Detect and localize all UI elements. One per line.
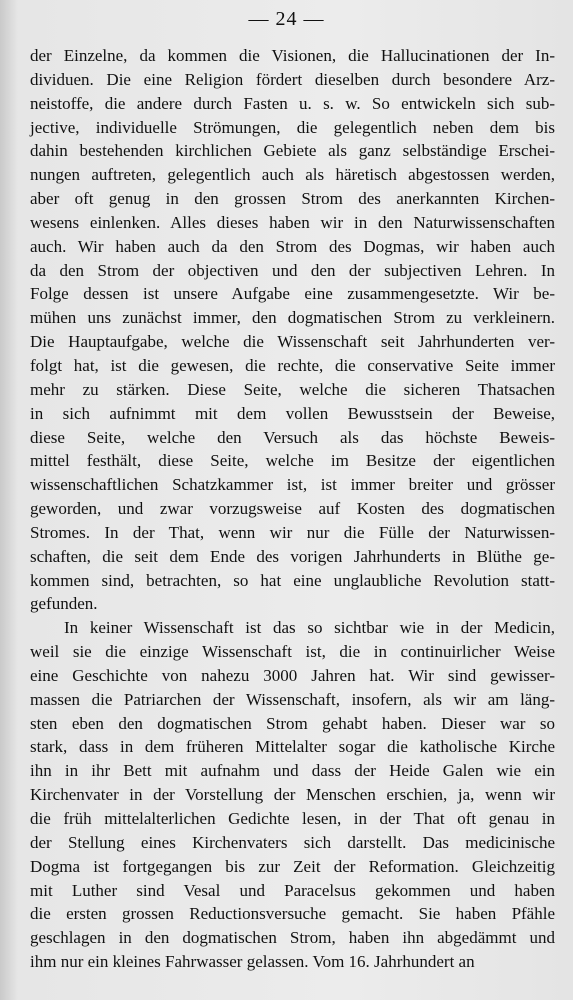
text-line: in sich aufnimmt mit dem vollen Bewusstsein der Beweise, <box>30 403 555 423</box>
text-line: da den Strom der objectiven und den der subjectiven Lehren. In <box>30 260 555 280</box>
text-line: In keiner Wissenschaft ist das so sichtbar wie in der Medicin, <box>64 618 555 638</box>
text-line: Stromes. In der That, wenn wir nur die Fülle der Naturwissen- <box>30 522 555 542</box>
text-line: Folge dessen ist unsere Aufgabe eine zusammengesetzte. Wir be- <box>30 284 555 304</box>
text-line: schaften, die seit dem Ende des vorigen Jahrhunderts in Blüthe ge- <box>30 546 555 566</box>
text-line: ihm nur ein kleines Fahrwasser gelassen. Vom 16. Jahrhundert an <box>30 952 475 972</box>
text-line: mühen uns zunächst immer, den dogmatischen Strom zu verkleinern. <box>30 308 555 328</box>
text-line: ihn in ihr Bett mit aufnahm und dass der Heide Galen wie ein <box>30 761 555 781</box>
paragraph-1 <box>30 44 555 616</box>
text-line: sten eben den dogmatischen Strom gehabt haben. Dieser war so <box>30 713 555 733</box>
text-line: stark, dass in dem früheren Mittelalter sogar die katholische Kirche <box>30 737 555 757</box>
text-line: Dogma ist fortgegangen bis zur Zeit der Reformation. Gleichzeitig <box>30 856 555 876</box>
text-line: die früh mittelalterlichen Gedichte lesen, in der That oft genau in <box>30 809 555 828</box>
text-line: auch. Wir haben auch da den Strom des Dogmas, wir haben auch <box>30 236 555 256</box>
text-line: mehr zu stärken. Diese Seite, welche die sicheren Thatsachen <box>30 379 555 399</box>
text-line: geschlagen in den dogmatischen Strom, haben ihn abgedämmt und <box>30 928 555 948</box>
paragraph-2 <box>30 616 555 974</box>
text-line: jective, individuelle Strömungen, die gelegentlich neben dem bis <box>30 117 555 137</box>
text-line: weil sie die einzige Wissenschaft ist, die in continuirlicher Weise <box>30 642 555 662</box>
text-line: neistoffe, die andere durch Fasten u. s. w. So entwickeln sich sub- <box>30 93 555 113</box>
text-line: mittel festhält, diese Seite, welche im Besitze der eigentlichen <box>30 451 555 471</box>
text-line: der Einzelne, da kommen die Visionen, die Hallucinationen der In- <box>30 46 555 65</box>
text-line: Die Hauptaufgabe, welche die Wissenschaft seit Jahrhunderten ver- <box>30 332 555 352</box>
text-line: folgt hat, ist die gewesen, die rechte, die conservative Seite immer <box>30 355 555 375</box>
text-line: eine Geschichte von nahezu 3000 Jahren hat. Wir sind gewisser- <box>30 665 555 685</box>
text-line: der Stellung eines Kirchenvaters sich darstellt. Das medicinische <box>30 832 555 852</box>
page-number: — 24 — <box>248 8 325 30</box>
text-line: aber oft genug in den grossen Strom des anerkannten Kirchen- <box>30 189 555 209</box>
text-line: wissenschaftlichen Schatzkammer ist, ist immer breiter und grösser <box>30 475 555 495</box>
text-line: dividuen. Die eine Religion fördert dieselben durch besondere Arz- <box>30 69 555 89</box>
text-line: geworden, und zwar vorzugsweise auf Kosten des dogmatischen <box>30 499 555 519</box>
text-line: Kirchenvater in der Vorstellung der Menschen erschien, ja, wenn wir <box>30 785 555 805</box>
text-line: kommen sind, betrachten, so hat eine unglaubliche Revolution statt- <box>30 570 555 590</box>
text-line: die ersten grossen Reductionsversuche gemacht. Sie haben Pfähle <box>30 904 555 924</box>
text-line: massen die Patriarchen der Wissenschaft, insofern, als wir am läng- <box>30 689 555 709</box>
text-line: mit Luther sind Vesal und Paracelsus gekommen und haben <box>30 880 555 900</box>
text-line: wesens einlenken. Alles dieses haben wir in den Naturwissenschaften <box>30 212 555 232</box>
text-line: nungen auftreten, gelegentlich auch als häretisch abgestossen werden, <box>30 165 555 185</box>
body-text <box>30 44 555 974</box>
text-line: diese Seite, welche den Versuch als das höchste Beweis- <box>30 427 555 447</box>
text-line: dahin bestehenden kirchlichen Gebiete als ganz selbständige Erschei- <box>30 141 555 161</box>
text-line: gefunden. <box>30 594 98 614</box>
